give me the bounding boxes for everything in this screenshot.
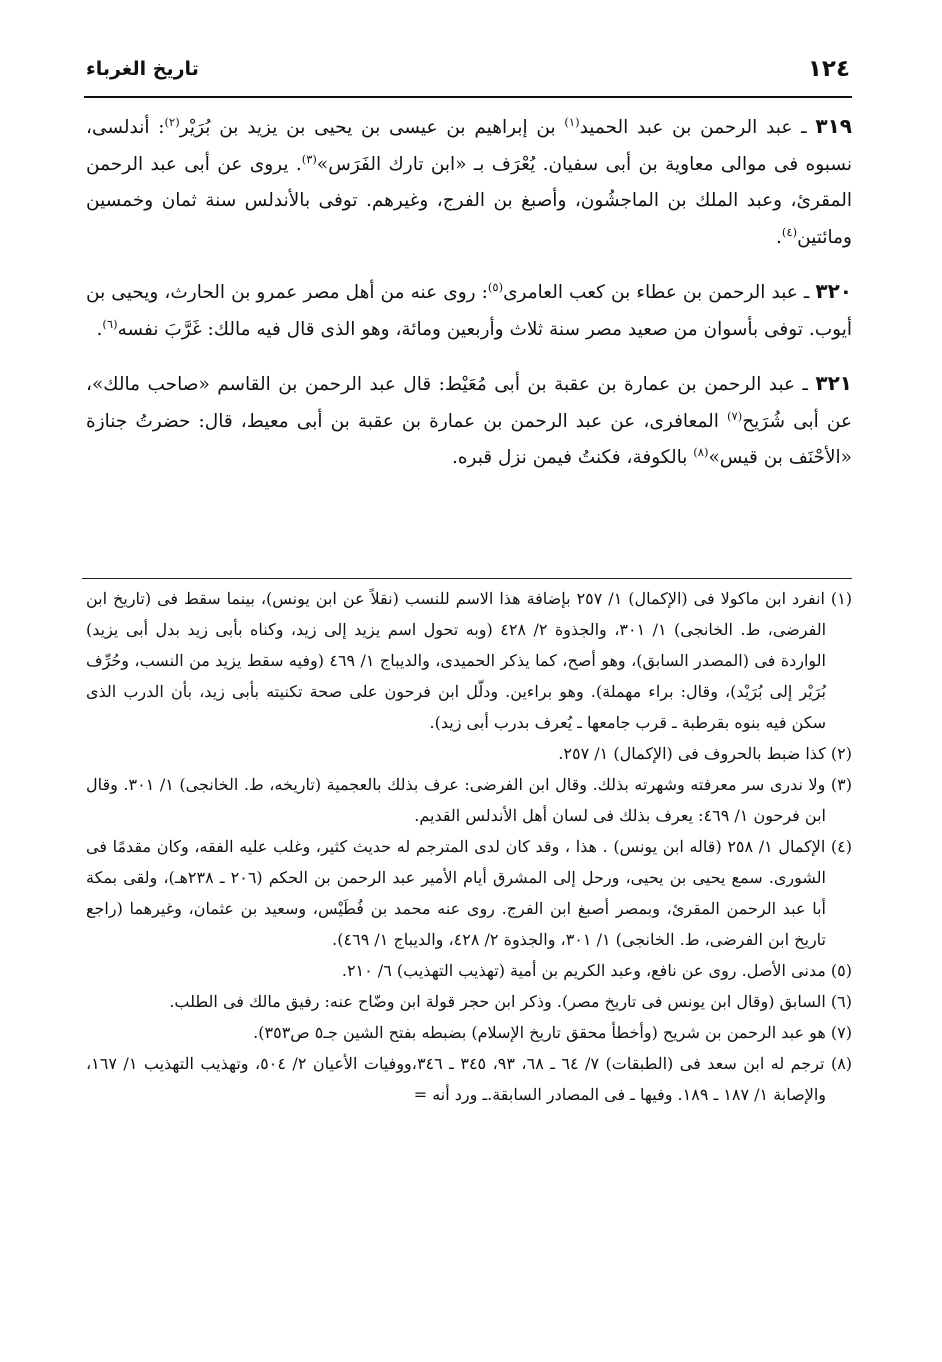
footnote-1: (١) انفرد ابن ماكولا فى (الإكمال) ١/ ٢٥٧ بإضافة هذا الاسم للنسب (نقلاً عن ابن يونس)، بينما سقط فى (تاريخ ابن الفرضى، ط. الخانجى) ١/ ٣٠١، والجذوة ٢/ ٤٢٨ (وبه تحول اسم يزيد إلى زيد، وكناه بأبى زيد بدل أبى يزيد) الواردة فى (المصدر السابق)، وهو أصح، كما يذكر الحميدى، والديباج ١/ ٤٦٩ (وفيه سقط يزيد من النسب، وحُرِّف بُرَيْر إلى بُرَيْد)، وقال: براء مهملة). وهو براءين. ودلّل ابن فرحون على صحة تكنيته بأبى زيد، بأن الدرب الذى سكن فيه بنوه بقرطبة ـ قرب جامعها ـ يُعرف بدرب أبى زيد). [86,589,853,732]
entry-text: ـ عبد الرحمن بن عمارة بن عقبة بن أبى مُعَيْط: قال عبد الرحمن بن القاسم «صاحب مالك»، عن أبى شُرَيح [86,374,852,432]
entry-number: ٣٢٠ [815,279,853,303]
footnotes [86,583,852,1110]
footnote-ref: (٤) [781,224,798,239]
footnote-ref: (٥) [487,279,504,294]
footnote-2: (٢) كذا ضبط بالحروف فى (الإكمال) ١/ ٢٥٧. [558,744,852,763]
entry-number: ٣٢١ [815,371,852,395]
entry-number: ٣١٩ [815,114,852,138]
header-rule [84,96,852,98]
entry-text: . [776,226,782,248]
footnote-ref: (٨) [693,444,709,459]
biography-entries [86,108,852,494]
footnote-ref: (٣) [301,151,317,166]
footnote-ref: (٢) [164,114,180,129]
entry-319 [86,108,852,256]
entry-320 [86,273,852,348]
entry-text: . [96,318,103,340]
entry-321 [86,365,852,477]
footnote-3: (٣) ولا ندرى سر معرفته وشهرته بذلك. وقال ابن الفرضى: عرف بذلك بالعجمية (تاريخه، ط. الخانجى) ١/ ٣٠١. وقال ابن فرحون ١/ ٤٦٩: يعرف بذلك فى لسان أهل الأندلس القديم. [86,775,852,825]
footnote-8: (٨) ترجم له ابن سعد فى (الطبقات) ٧/ ٦٤ ـ ٦٨، ٩٣، ٣٤٥ ـ ٣٤٦،ووفيات الأعيان ٢/ ٥٠٤، وتهذيب التهذيب ١/ ١٦٧، والإصابة ١/ ١٨٧ ـ ١٨٩. وفيها ـ فى المصادر السابقة.ـ ورد أنه = [86,1054,853,1104]
footnote-5: (٥) مدنى الأصل. روى عن نافع، وعبد الكريم بن أمية (تهذيب التهذيب) ٦/ ٢١٠. [341,961,852,980]
entry-text: المعافرى، عن عبد الرحمن بن عمارة بن عقبة بن أبى معيط، قال: حضرتُ جنازة «الأحْنَف بن قيس» [86,410,852,468]
footnote-separator [82,578,852,579]
running-title: تاريخ الغرباء [86,58,199,80]
entry-text: : روى عنه من أهل مصر عمرو بن الحارث، ويحيى بن أيوب. توفى بأسوان من صعيد مصر سنة ثلاث وأربعين ومائة، وهو الذى قال فيه مالك: غَرَّبَ نفسه [86,282,852,340]
footnote-4: (٤) الإكمال ١/ ٢٥٨ (قاله ابن يونس) . هذا ، وقد كان لدى المترجم له حديث كثير، وغلب عليه الفقه، وكان مقدمًا فى الشورى. سمع يحيى بن يحيى، ورحل إلى المشرق أيام الأمير عبد الرحمن بن الحكم (٢٠٦ ـ ٢٣٨هـ)، ولقى بمكة أبا عبد الرحمن المقرئ، وبمصر أصبغ ابن الفرج. روى عنه محمد بن فُطَيْس، وسعيد بن عثمان، وغيرهما (راجع تاريخ ابن الفرضى، ط. الخانجى) ١/ ٣٠١، والجذوة ٢/ ٤٢٨، والديباج ١/ ٤٦٩). [86,837,852,949]
footnote-ref: (١) [564,114,580,129]
footnote-7: (٧) هو عبد الرحمن بن شريح (وأخطأ محقق تاريخ الإسلام) بضبطه بفتح الشين جـ٥ ص٣٥٣). [253,1023,852,1042]
page-number: ١٢٤ [807,56,850,82]
entry-text: ـ عبد الرحمن بن عبد الحميد [579,117,816,138]
page-header [86,56,850,90]
footnote-ref: (٧) [727,408,743,423]
entry-text: بن إبراهيم بن عيسى بن يحيى بن يزيد بن بُرَيْر [179,117,565,138]
footnote-ref: (٦) [102,316,118,331]
footnote-6: (٦) السابق (وقال ابن يونس فى تاريخ مصر). وذكر ابن حجر قولة ابن وضّاح عنه: رفيق مالك فى الطلب. [169,992,852,1011]
entry-text: بالكوفة، فكنتُ فيمن نزل قبره. [451,447,694,468]
entry-text: ـ عبد الرحمن بن عطاء بن كعب العامرى [503,282,816,303]
entry-text: . يروى عن أبى عبد الرحمن المقرئ، وعبد الملك بن الماجشُون، وأصبغ بن الفرج، وغيرهم. توفى بالأندلس سنة ثمان وخمسين ومائتين [86,153,852,248]
entry-text: : أندلسى، نسبوه فى موالى معاوية بن أبى سفيان. يُعْرَف بـ «ابن تارك الفَرَس» [86,117,852,175]
